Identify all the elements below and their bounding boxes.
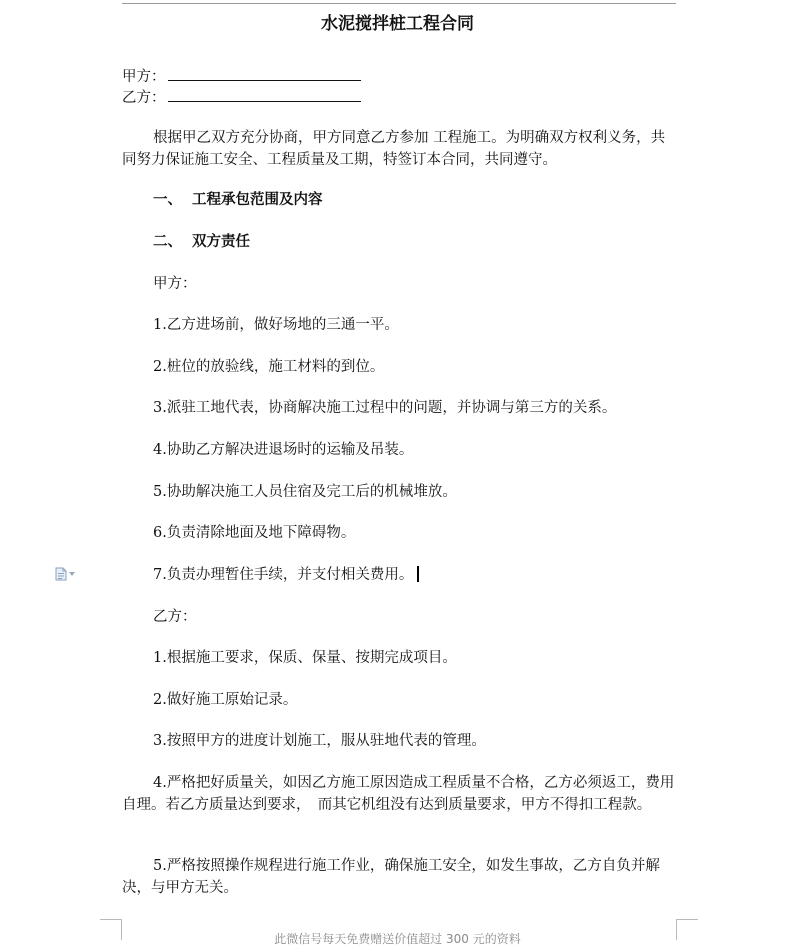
party-b-item-4: 4.严格把好质量关，如因乙方施工原因造成工程质量不合格，乙方必须返工，费用自理。若乙方质量达到要求， 而其它机组没有达到质量要求，甲方不得扣工程款。	[122, 775, 675, 813]
list-item-text: 7.负责办理暂住手续，并支付相关费用。	[153, 567, 414, 583]
list-item: 4.协助乙方解决进退场时的运输及吊装。	[153, 442, 414, 458]
crop-mark	[100, 919, 122, 920]
section-1-title: 工程承包范围及内容	[192, 191, 323, 208]
intro-paragraph: 根据甲乙双方充分协商，甲方同意乙方参加 工程施工。为明确双方权利义务，共同努力保证施工安全、工程质量及工期，特签订本合同，共同遵守。	[122, 130, 666, 168]
section-2-title: 双方责任	[192, 233, 250, 250]
page-footer: 此微信号每天免费赠送价值超过 300 元的资料	[274, 932, 521, 946]
chevron-down-icon	[69, 572, 75, 576]
section-1-heading	[153, 189, 323, 211]
list-item: 2.做好施工原始记录。	[153, 692, 298, 708]
party-b-heading: 乙方：	[153, 609, 197, 625]
party-b-blank	[168, 87, 361, 102]
party-a-blank	[168, 66, 361, 81]
text-cursor	[417, 566, 419, 582]
section-2-heading	[153, 231, 250, 253]
list-item: 3.派驻工地代表，协商解决施工过程中的问题，并协调与第三方的关系。	[153, 400, 617, 416]
margin-paragraph-marker[interactable]	[55, 566, 83, 582]
list-item: 6.负责清除地面及地下障碍物。	[153, 525, 356, 541]
section-1-number: 一、	[153, 191, 182, 208]
page-top-border	[122, 3, 676, 4]
party-b-line	[122, 87, 361, 108]
list-item: 1.乙方进场前，做好场地的三通一平。	[153, 317, 399, 333]
crop-mark	[676, 919, 698, 920]
party-a-label: 甲方：	[122, 69, 166, 85]
party-b-label: 乙方：	[122, 90, 166, 106]
document-title: 水泥搅拌桩工程合同	[321, 14, 474, 34]
party-a-line	[122, 66, 361, 87]
section-2-number: 二、	[153, 233, 182, 250]
list-item: 3.按照甲方的进度计划施工，服从驻地代表的管理。	[153, 733, 486, 749]
list-item-with-cursor[interactable]	[153, 564, 419, 586]
party-b-item-5: 5.严格按照操作规程进行施工作业，确保施工安全，如发生事故，乙方自负并解决，与甲方无关。	[122, 858, 660, 896]
list-item: 2.桩位的放验线，施工材料的到位。	[153, 359, 385, 375]
document-icon	[55, 567, 67, 581]
list-item: 1.根据施工要求，保质、保量、按期完成项目。	[153, 650, 457, 666]
party-a-heading: 甲方：	[153, 276, 197, 292]
list-item: 5.协助解决施工人员住宿及完工后的机械堆放。	[153, 484, 457, 500]
